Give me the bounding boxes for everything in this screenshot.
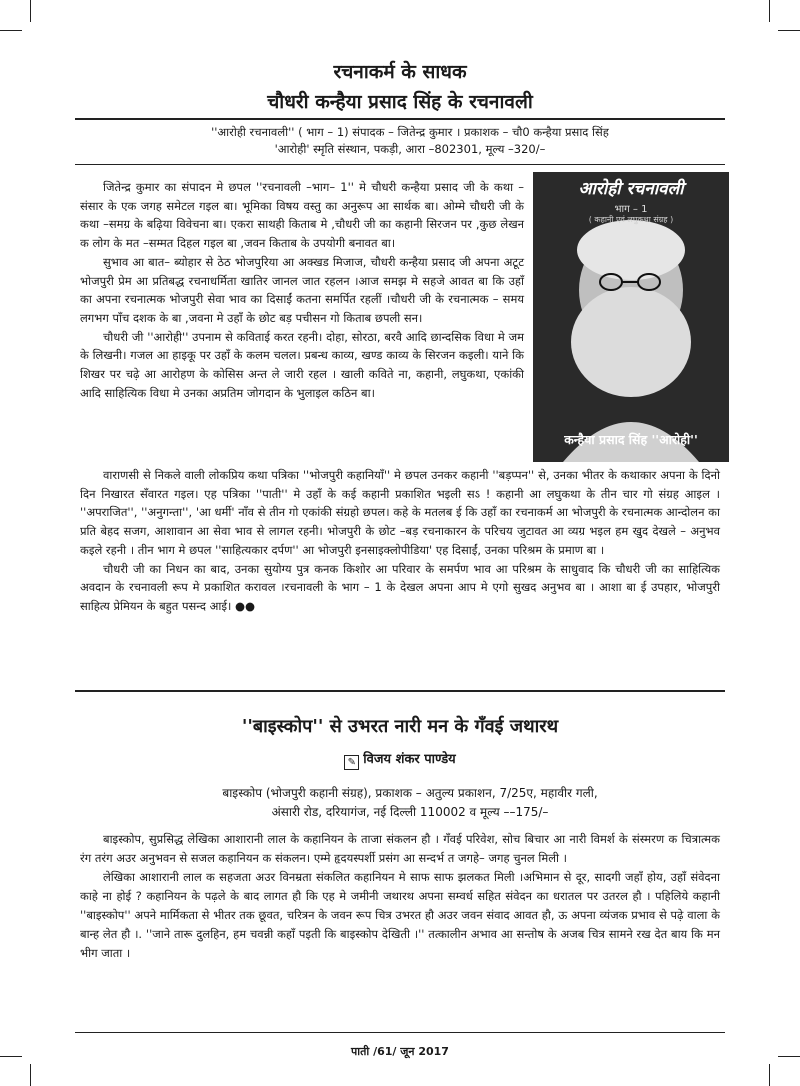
- article1-title-line2: चौधरी कन्हैया प्रसाद सिंह के रचनावली: [267, 91, 533, 113]
- divider-rule: [75, 118, 725, 120]
- book-cover-caption: कन्हैया प्रसाद सिंह ''आरोही'': [564, 432, 698, 447]
- article2-body: [80, 830, 720, 963]
- article1-meta-line2: 'आरोही' स्मृति संस्थान, पकड़ी, आरा –802301, मूल्य –320/–: [274, 142, 546, 156]
- article1-paragraph-last: [80, 560, 720, 616]
- page-footer: पाती /61/ जून 2017: [351, 1045, 449, 1058]
- article1-meta-line1: ''आरोही रचनावली'' ( भाग – 1) संपादक – जितेन्द्र कुमार । प्रकाशक – चौ0 कन्हैया प्रसाद सिंह: [211, 125, 609, 139]
- author-name: विजय शंकर पाण्डेय: [363, 752, 456, 767]
- article2-title: ''बाइस्कोप'' से उभरत नारी मन के गँवई जथारथ: [241, 716, 559, 737]
- article2-meta-line1: बाइस्कोप (भोजपुरी कहानी संग्रह), प्रकाशक – अतुल्य प्रकाशन, 7/25ए, महावीर गली,: [222, 786, 598, 800]
- pen-icon: ✎: [344, 755, 359, 770]
- crop-mark: [30, 0, 31, 22]
- article1-column-narrow: [80, 178, 524, 402]
- article1-column-wide: [80, 466, 720, 616]
- article1-paragraph: वाराणसी से निकले वाली लोकप्रिय कथा पत्रिका ''भोजपुरी कहानियाँ'' मे छपल उनकर कहानी ''बड़प्पन'' से, उनका भीतर के कथाकार अपना के दिनो दिन निखारत सँवारत गइल। एह पत्रिका ''पाती'' मे उहाँ के कई कहानी प्रकाशित भइली सऽ ! कहानी आ लघुकथा के तीन चार गो संग्रह आइल । ''अपराजित'', ''अनुगन्ता'', 'आ धर्मी' नाँव से तीन गो एकांकी संग्रहो छपल। कहे के मतलब ई कि उहाँ का रचनाकर्म आ भोजपुरी के रचनात्मक आन्दोलन का प्रति बेहद सजग, आशावान आ सेवा भाव से लागल रहनी। भोजपुरी के छोट –बड़ रचनाकारन के परिचय जुटावत आ व्यग्र भइल हम खुद देखले – अनुभव कइले रहनी । तीन भाग मे छपल ''साहित्यकार दर्पण'' आ भोजपुरी इनसाइक्लोपीडिया' एह दिसाईं, उनका परिश्रम के प्रमाण बा ।: [80, 468, 720, 557]
- divider-rule: [75, 690, 725, 692]
- book-cover-image: [533, 172, 729, 462]
- crop-mark: [769, 0, 770, 22]
- book-cover-subtitle: भाग – 1: [614, 204, 648, 215]
- article1-meta: [100, 124, 720, 158]
- divider-rule: [75, 164, 725, 165]
- end-mark: ●●: [235, 598, 256, 613]
- book-cover-title: आरोही रचनावली: [578, 179, 684, 199]
- article1-paragraph: सुभाव आ बात– ब्योहार से ठेठ भोजपुरिया आ अक्खड मिजाज, चौधरी कन्हैया प्रसाद जी अपना अटूट भोजपुरी प्रेम आ प्रतिबद्ध रचनाधर्मिता खातिर जानल जात रहलन ।आज समझ मे सहजे आवत बा कि उहाँ का अपना रचनात्मक भोजपुरी सेवा भाव का दिसाईं कतना समर्पित रहलीं ।चौधरी जी के रचनात्मक – समय लगभग पाँच दशक के बा ,जवना मे उहाँ के छोट बड़ पचीसन गो किताब छपली सन।: [80, 254, 524, 325]
- crop-mark: [769, 1064, 770, 1086]
- article1-paragraph: चौधरी जी का निधन का बाद, उनका सुयोग्य पुत्र कनक किशोर आ परिवार के समर्पण भाव आ परिश्रम के साधुवाद कि चौधरी जी का साहित्यिक अवदान के रचनावली रूप मे प्रकाशित करावल ।रचनावली के भाग – 1 के देखल अपना आप मे एगो सुखद अनुभव बा । आशा बा ई उपहार, भोजपुरी साहित्य प्रेमियन के बहुत पसन्द आई।: [80, 561, 720, 613]
- crop-mark: [30, 1064, 31, 1086]
- article1-title-line1: रचनाकर्म के साधक: [333, 61, 467, 83]
- crop-mark: [778, 30, 800, 31]
- divider-rule: [75, 1032, 725, 1033]
- article2-meta: [100, 784, 720, 822]
- crop-mark: [0, 30, 22, 31]
- article2-paragraph: बाइस्कोप, सुप्रसिद्ध लेखिका आशारानी लाल के कहानियन के ताजा संकलन हौ । गँवई परिवेश, सोच बिचार आ नारी विमर्श के संस्मरण क चित्रात्मक रंग तरंग अउर अनुभवन से सजल कहानियन क संकलन। एम्मे हृदयस्पर्शी प्रसंग आ सन्दर्भ त जगहे– जगह चुनल मिली ।: [80, 832, 720, 865]
- article1-paragraph: चौधरी जी ''आरोही'' उपनाम से कविताई करत रहनी। दोहा, सोरठा, बरवै आदि छान्दसिक विधा मे जम के लिखनी। गजल आ हाइकू पर उहाँ के कलम चलल। प्रबन्ध काव्य, खण्ड काव्य के सिरजन कइली। याने कि शिखर पर चढ़े आ आरोहण के कोसिस अन्त ले जारी रहल । खाली कविते ना, कहानी, लघुकथा, एकांकी आदि साहित्यिक विधा मे उनका अप्रतिम जोगदान के भुलाइल कठिन बा।: [80, 329, 524, 400]
- book-cover-subtitle2: ( कहानी एवं लघुकथा संग्रह ): [588, 215, 674, 224]
- article2-paragraph: लेखिका आशारानी लाल क सहजता अउर विनम्रता संकलित कहानियन मे साफ साफ झलकत मिली ।अभिमान से दूर, सादगी जहाँ होय, उहाँ संवेदना काहे ना होई ? कहानियन के पढ़ले के बाद लागत हौ कि एह मे जमीनी जथारथ अपना सम्वर्ध सहित संवेदन का धरातल पर उतरल हौ । पहिलिये कहानी ''बाइस्कोप'' अपने मार्मिकता से भीतर तक छूवत, चरित्रन के जवन रूप चित्र उभरत हौ अउर जवन संवाद आवत हौ, ऊ अपना व्यंजक प्रभाव से पढ़े वाला के बान्ह लेत हौ ।. ''जाने तारू दुलहिन, हम चवन्नी कहाँ पइती कि बाइस्कोप देखिती ।'' तत्कालीन अभाव आ सन्तोष के अजब चित्र सामने रख देत बाय कि मन भीग जाता ।: [80, 870, 720, 960]
- article2-meta-line2: अंसारी रोड, दरियागंज, नई दिल्ली 110002 व मूल्य ––175/–: [271, 805, 549, 819]
- article2-author: [0, 749, 800, 770]
- article1-paragraph: जितेन्द्र कुमार का संपादन मे छपल ''रचनावली –भाग– 1'' मे चौधरी कन्हैया प्रसाद जी के कथा – संसार के एक जगह समेटल गइल बा। भूमिका विषय वस्तु का अनुरूप आ सार्थक बा। ओम्मे चौधरी जी के कथा –समग्र के बढ़िया विवेचना बा। एकरा साथही किताब मे ,चौधरी जी का कहानी सिरजन पर ,कुछ लेखन क लोग के मत –सम्मत दिहल गइल बा ,जवन किताब के उपयोगी बनावत बा।: [80, 180, 524, 251]
